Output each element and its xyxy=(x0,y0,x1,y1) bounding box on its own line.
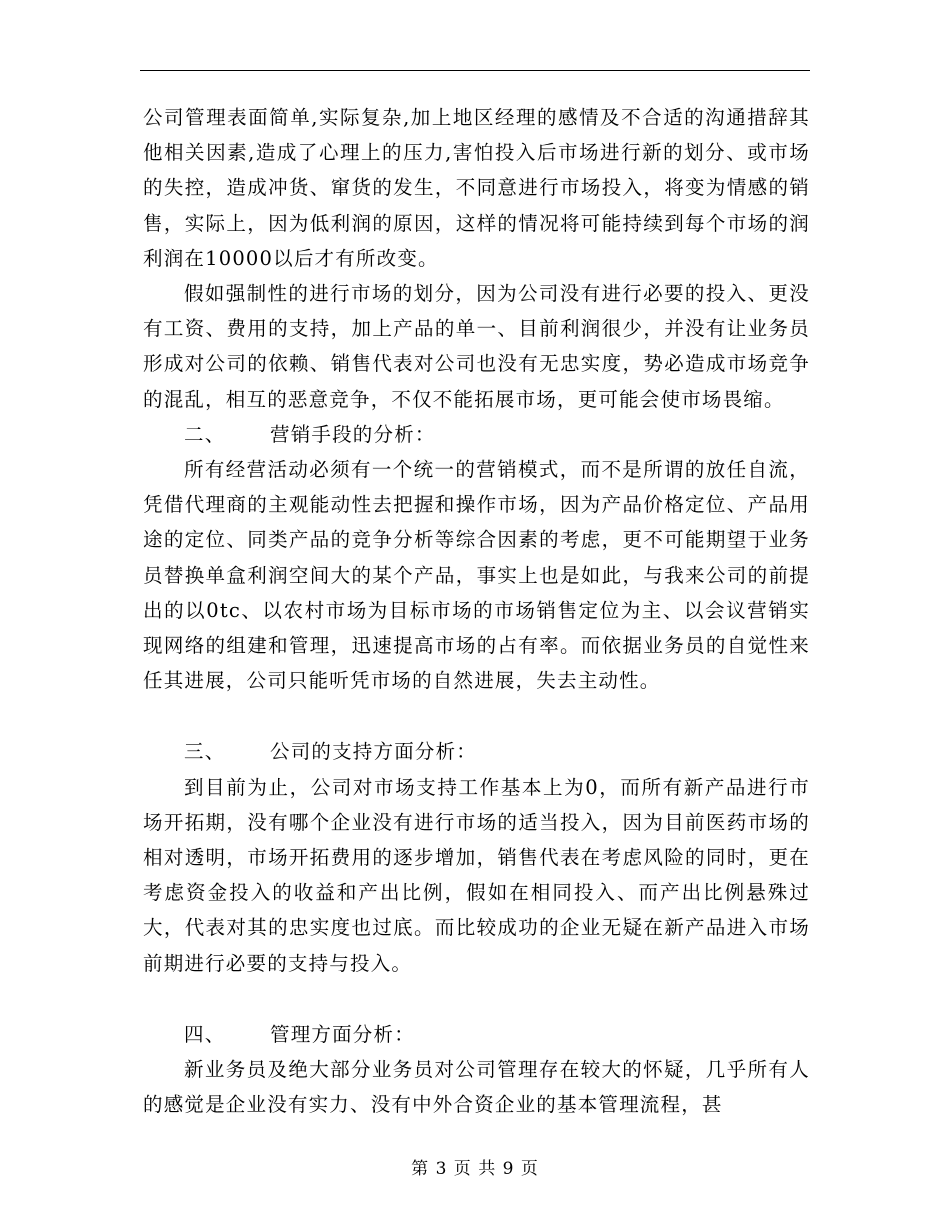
blank-line xyxy=(143,981,810,1017)
section-heading-support xyxy=(143,734,810,769)
blank-line xyxy=(143,698,810,734)
section-title: 营销手段的分析： xyxy=(270,422,436,446)
paragraph-marketing-analysis: 所有经营活动必须有一个统一的营销模式，而不是所谓的放任自流，凭借代理商的主观能动性去把握和操作市场，因为产品价格定位、产品用途的定位、同类产品的竞争分析等综合因素的考虑，更不可能期望于业务员替换单盒利润空间大的某个产品，事实上也是如此，与我来公司的前提出的以0tc、以农村市场为目标市场的市场销售定位为主、以会议营销实现网络的组建和管理，迅速提高市场的占有率。而依据业务员的自觉性来任其进展，公司只能听凭市场的自然进展，失去主动性。 xyxy=(143,458,810,693)
paragraph-management-analysis: 新业务员及绝大部分业务员对公司管理存在较大的怀疑，几乎所有人的感觉是企业没有实力、没有中外合资企业的基本管理流程，甚 xyxy=(143,1058,810,1117)
document-body xyxy=(143,100,810,1122)
page-number: 第 3 页 共 9 页 xyxy=(411,1159,539,1179)
section-title: 管理方面分析： xyxy=(270,1022,415,1046)
paragraph-support-analysis: 到目前为止，公司对市场支持工作基本上为0，而所有新产品进行市场开拓期，没有哪个企业没有进行市场的适当投入，因为目前医药市场的相对透明，市场开拓费用的逐步增加，销售代表在考虑风险的同时，更在考虑资金投入的收益和产出比例，假如在相同投入、而产出比例悬殊过大，代表对其的忠实度也过底。而比较成功的企业无疑在新产品进入市场前期进行必要的支持与投入。 xyxy=(143,775,810,975)
paragraph-management-pressure: 公司管理表面简单,实际复杂,加上地区经理的感情及不合适的沟通措辞其他相关因素,造成了心理上的压力,害怕投入后市场进行新的划分、或市场的失控，造成冲货、窜货的发生，不同意进行市场投入，将变为情感的销售，实际上，因为低利润的原因，这样的情况将可能持续到每个市场的润利润在10000以后才有所改变。 xyxy=(143,106,810,270)
section-number: 四、 xyxy=(184,1022,226,1046)
section-title: 公司的支持方面分析： xyxy=(270,740,478,764)
paragraph-market-division: 假如强制性的进行市场的划分，因为公司没有进行必要的投入、更没有工资、费用的支持，加上产品的单一、目前利润很少，并没有让业务员形成对公司的依赖、销售代表对公司也没有无忠实度，势必造成市场竞争的混乱，相互的恶意竞争，不仅不能拓展市场，更可能会使市场畏缩。 xyxy=(143,282,810,411)
section-number: 二、 xyxy=(184,422,226,446)
header-rule xyxy=(140,70,810,71)
section-number: 三、 xyxy=(184,740,226,764)
section-heading-management xyxy=(143,1017,810,1052)
section-heading-marketing xyxy=(143,417,810,452)
